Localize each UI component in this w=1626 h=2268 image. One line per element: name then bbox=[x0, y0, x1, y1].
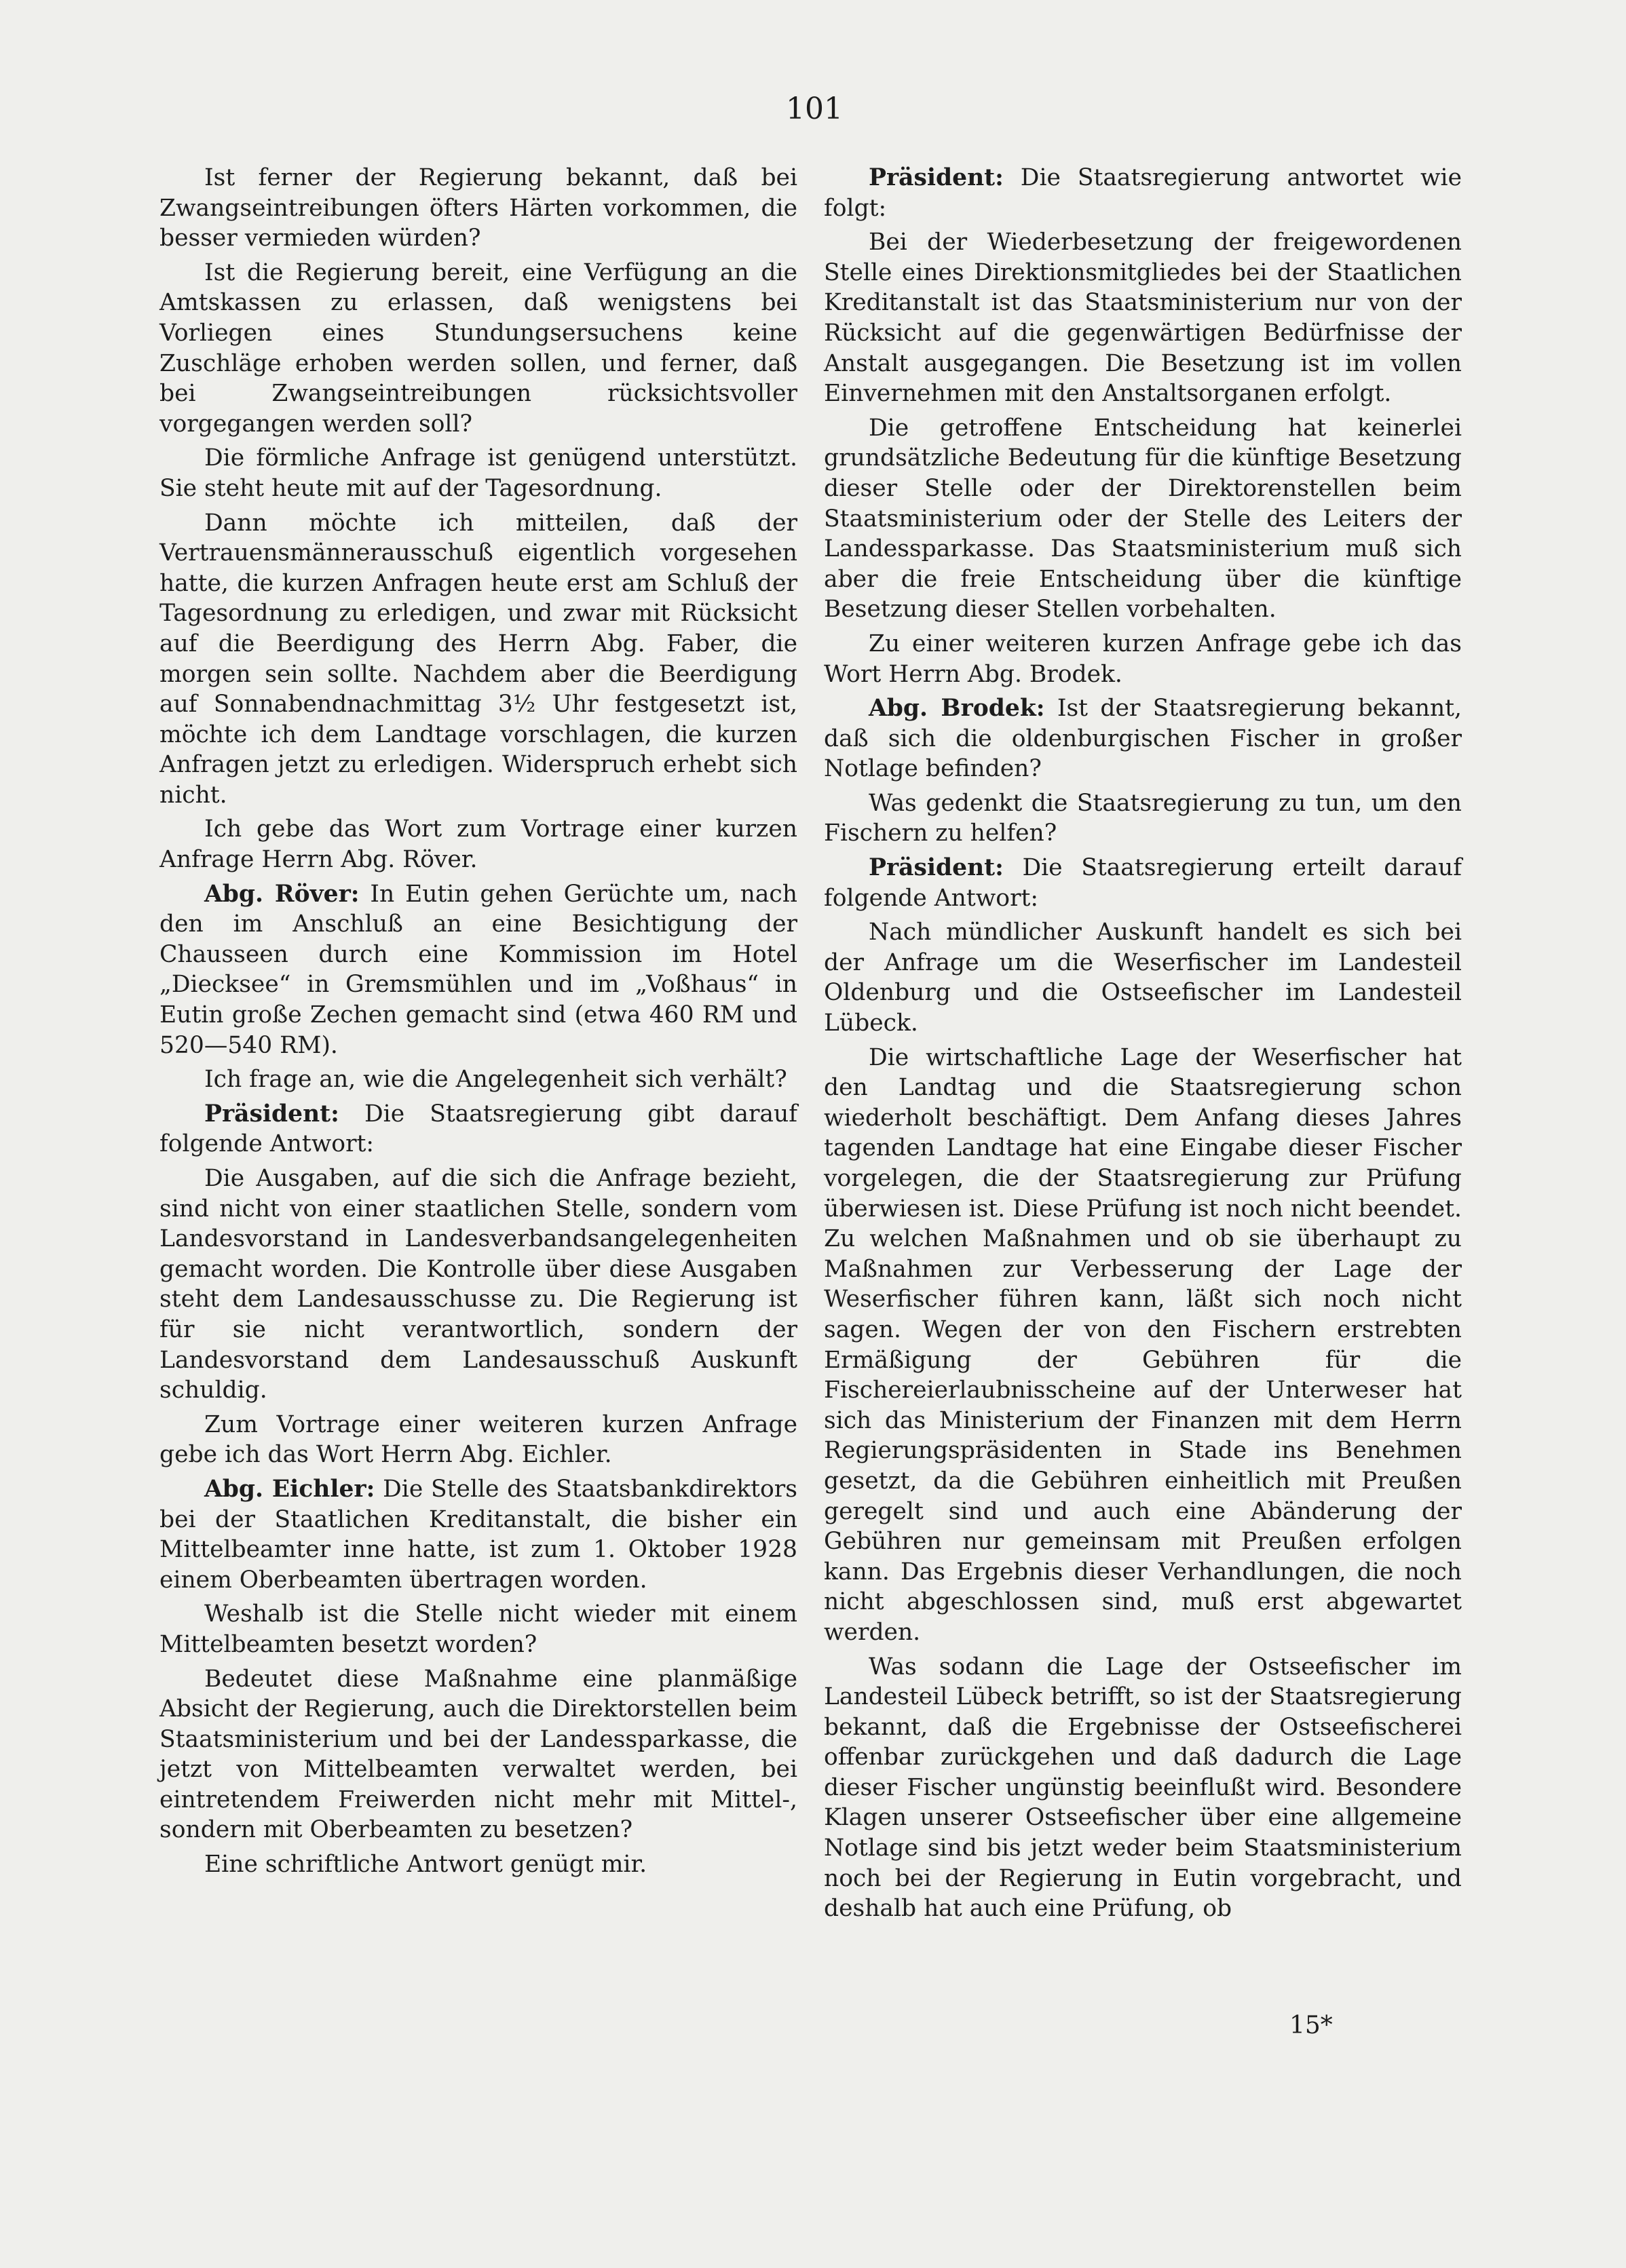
paragraph-text: Die förmliche Anfrage ist genügend unterstützt. Sie steht heute mit auf der Tagesordnung. bbox=[159, 444, 797, 502]
left-column-paragraph bbox=[159, 258, 797, 440]
paragraph-text: Was sodann die Lage der Ostseefischer im Landesteil Lübeck betrifft, so ist der Staatsregierung bekannt, daß die Ergebnisse der Ostseefischerei offenbar zurückgehen und daß dadurch die Lage dieser Fischer ungünstig beeinflußt wird. Besondere Klagen unserer Ostseefischer über eine allgemeine Notlage sind bis jetzt weder beim Staatsministerium noch bei der Regierung in Eutin vorgebracht, und deshalb hat auch eine Prüfung, ob bbox=[824, 1653, 1462, 1923]
speaker-label: Präsident: bbox=[869, 854, 1004, 882]
right-column-paragraph bbox=[824, 853, 1462, 913]
left-column-paragraph bbox=[159, 1410, 797, 1470]
paragraph-text: Zu einer weiteren kurzen Anfrage gebe ich das Wort Herrn Abg. Brodek. bbox=[824, 630, 1462, 688]
paragraph-text: In Eutin gehen Gerüchte um, nach den im Anschluß an eine Besichtigung der Chausseen durch eine Kommission im Hotel „Diecksee“ in Gremsmühlen und im „Voßhaus“ in Eutin große Zechen gemacht sind (etwa 460 RM und 520—540 RM). bbox=[159, 880, 797, 1059]
paragraph-text: Die Staatsregierung antwortet wie folgt: bbox=[824, 164, 1462, 222]
paragraph-text: Die Staatsregierung gibt darauf folgende Antwort: bbox=[159, 1100, 797, 1158]
left-column-paragraph bbox=[159, 443, 797, 503]
speaker-label: Abg. Brodek: bbox=[869, 695, 1045, 723]
paragraph-text: Ich gebe das Wort zum Vortrage einer kurzen Anfrage Herrn Abg. Röver. bbox=[159, 815, 797, 874]
paragraph-text: Die Stelle des Staatsbankdirektors bei der Staatlichen Kreditanstalt, die bisher ein Mittelbeamter inne hatte, ist zum 1. Oktober 1928 einem Oberbeamten übertragen worden. bbox=[159, 1475, 797, 1594]
left-column-paragraph bbox=[159, 1664, 797, 1846]
paragraph-text: Weshalb ist die Stelle nicht wieder mit einem Mittelbeamten besetzt worden? bbox=[159, 1600, 797, 1658]
right-column-paragraph bbox=[824, 693, 1462, 784]
right-column-paragraph bbox=[824, 413, 1462, 625]
paragraph-text: Eine schriftliche Antwort genügt mir. bbox=[204, 1851, 647, 1879]
paragraph-text: Was gedenkt die Staatsregierung zu tun, um den Fischern zu helfen? bbox=[824, 789, 1462, 847]
paragraph-text: Zum Vortrage einer weiteren kurzen Anfrage gebe ich das Wort Herrn Abg. Eichler. bbox=[159, 1410, 797, 1469]
signature-mark: 15* bbox=[1289, 2012, 1333, 2039]
paragraph-text: Ich frage an, wie die Angelegenheit sich verhält? bbox=[204, 1066, 787, 1094]
paragraph-text: Ist ferner der Regierung bekannt, daß bei Zwangseintreibungen öfters Härten vorkommen, die besser vermieden würden? bbox=[159, 164, 797, 252]
speaker-label: Abg. Eichler: bbox=[204, 1475, 375, 1503]
left-column-paragraph bbox=[159, 1164, 797, 1406]
paragraph-text: Ist die Regierung bereit, eine Verfügung an die Amtskassen zu erlassen, daß wenigstens bei Vorliegen eines Stundungsersuchens keine Zuschläge erhoben werden sollen, und ferner, daß bei Zwangseintreibungen rücksichtsvoller vorgegangen werden soll? bbox=[159, 258, 797, 438]
right-column-paragraph bbox=[824, 1652, 1462, 1924]
left-column-paragraph bbox=[159, 814, 797, 874]
speaker-label: Präsident: bbox=[204, 1100, 339, 1128]
speaker-label: Abg. Röver: bbox=[204, 880, 360, 908]
paragraph-text: Bei der Wiederbesetzung der freigewordenen Stelle eines Direktionsmitgliedes bei der Staatlichen Kreditanstalt ist das Staatsministerium nur von der Rücksicht auf die gegenwärtigen Bedürfnisse der Anstalt ausgegangen. Die Besetzung ist im vollen Einvernehmen mit den Anstaltsorganen erfolgt. bbox=[824, 229, 1462, 408]
paragraph-text: Die wirtschaftliche Lage der Weserfischer hat den Landtag und die Staatsregierung schon wiederholt beschäftigt. Dem Anfang dieses Jahres tagenden Landtage hat eine Eingabe dieser Fischer vorgelegen, die der Staatsregierung zur Prüfung überwiesen ist. Diese Prüfung ist noch nicht beendet. Zu welchen Maßnahmen und ob sie überhaupt zu Maßnahmen zur Verbesserung der Lage der Weserfischer führen kann, läßt sich noch nicht sagen. Wegen der von den Fischern erstrebten Ermäßigung der Gebühren für die Fischereierlaubnisscheine auf der Unterweser hat sich das Ministerium der Finanzen mit dem Herrn Regierungspräsidenten in Stade ins Benehmen gesetzt, da die Gebühren einheitlich mit Preußen geregelt sind und auch eine Abänderung der Gebühren nur gemeinsam mit Preußen erfolgen kann. Das Ergebnis dieser Verhandlungen, die noch nicht abgeschlossen sind, muß erst abgewartet werden. bbox=[824, 1043, 1462, 1646]
right-column-paragraph bbox=[824, 788, 1462, 849]
paragraph-text: Die Staatsregierung erteilt darauf folgende Antwort: bbox=[824, 854, 1462, 912]
left-column bbox=[159, 163, 797, 1884]
paragraph-text: Bedeutet diese Maßnahme eine planmäßige Absicht der Regierung, auch die Direktorstellen beim Staatsministerium und bei der Landessparkasse, die jetzt von Mittelbeamten verwaltet werden, bei eintretendem Freiwerden nicht mehr mit Mittel-, sondern mit Oberbeamten zu besetzen? bbox=[159, 1665, 797, 1844]
left-column-paragraph bbox=[159, 163, 797, 254]
right-column-paragraph bbox=[824, 629, 1462, 689]
left-column-paragraph bbox=[159, 508, 797, 811]
left-column-paragraph bbox=[159, 879, 797, 1061]
paragraph-text: Dann möchte ich mitteilen, daß der Vertrauensmännerausschuß eigentlich vorgesehen hatte, die kurzen Anfragen heute erst am Schluß der Tagesordnung zu erledigen, und zwar mit Rücksicht auf die Beerdigung des Herrn Abg. Faber, die morgen sein sollte. Nachdem aber die Beerdigung auf Sonnabendnachmittag 3½ Uhr festgesetzt ist, möchte ich dem Landtage vorschlagen, die kurzen Anfragen jetzt zu erledigen. Widerspruch erhebt sich nicht. bbox=[159, 509, 797, 809]
paragraph-text: Ist der Staatsregierung bekannt, daß sich die oldenburgischen Fischer in großer Notlage befinden? bbox=[824, 695, 1462, 783]
left-column-paragraph bbox=[159, 1599, 797, 1659]
right-column bbox=[824, 163, 1462, 1928]
right-column-paragraph bbox=[824, 163, 1462, 223]
paragraph-text: Nach mündlicher Auskunft handelt es sich bei der Anfrage um die Weserfischer im Landesteil Oldenburg und die Ostseefischer im Landesteil Lübeck. bbox=[824, 919, 1462, 1037]
right-column-paragraph bbox=[824, 1043, 1462, 1648]
paragraph-text: Die getroffene Entscheidung hat keinerlei grundsätzliche Bedeutung für die künftige Besetzung dieser Stelle oder der Direktorenstellen beim Staatsministerium oder der Stelle des Leiters der Landessparkasse. Das Staatsministerium muß sich aber die freie Entscheidung über die künftige Besetzung dieser Stellen vorbehalten. bbox=[824, 414, 1462, 623]
left-column-paragraph bbox=[159, 1099, 797, 1159]
left-column-paragraph bbox=[159, 1064, 797, 1095]
paragraph-text: Die Ausgaben, auf die sich die Anfrage bezieht, sind nicht von einer staatlichen Stelle, sondern vom Landesvorstand in Landesverbandsangelegenheiten gemacht worden. Die Kontrolle über diese Ausgaben steht dem Landesausschusse zu. Die Regierung ist für sie nicht verantwortlich, sondern der Landesvorstand dem Landesausschuß Auskunft schuldig. bbox=[159, 1165, 797, 1404]
speaker-label: Präsident: bbox=[869, 164, 1004, 191]
right-column-paragraph bbox=[824, 227, 1462, 409]
left-column-paragraph bbox=[159, 1849, 797, 1880]
page-number: 101 bbox=[786, 92, 843, 126]
left-column-paragraph bbox=[159, 1474, 797, 1595]
right-column-paragraph bbox=[824, 917, 1462, 1038]
